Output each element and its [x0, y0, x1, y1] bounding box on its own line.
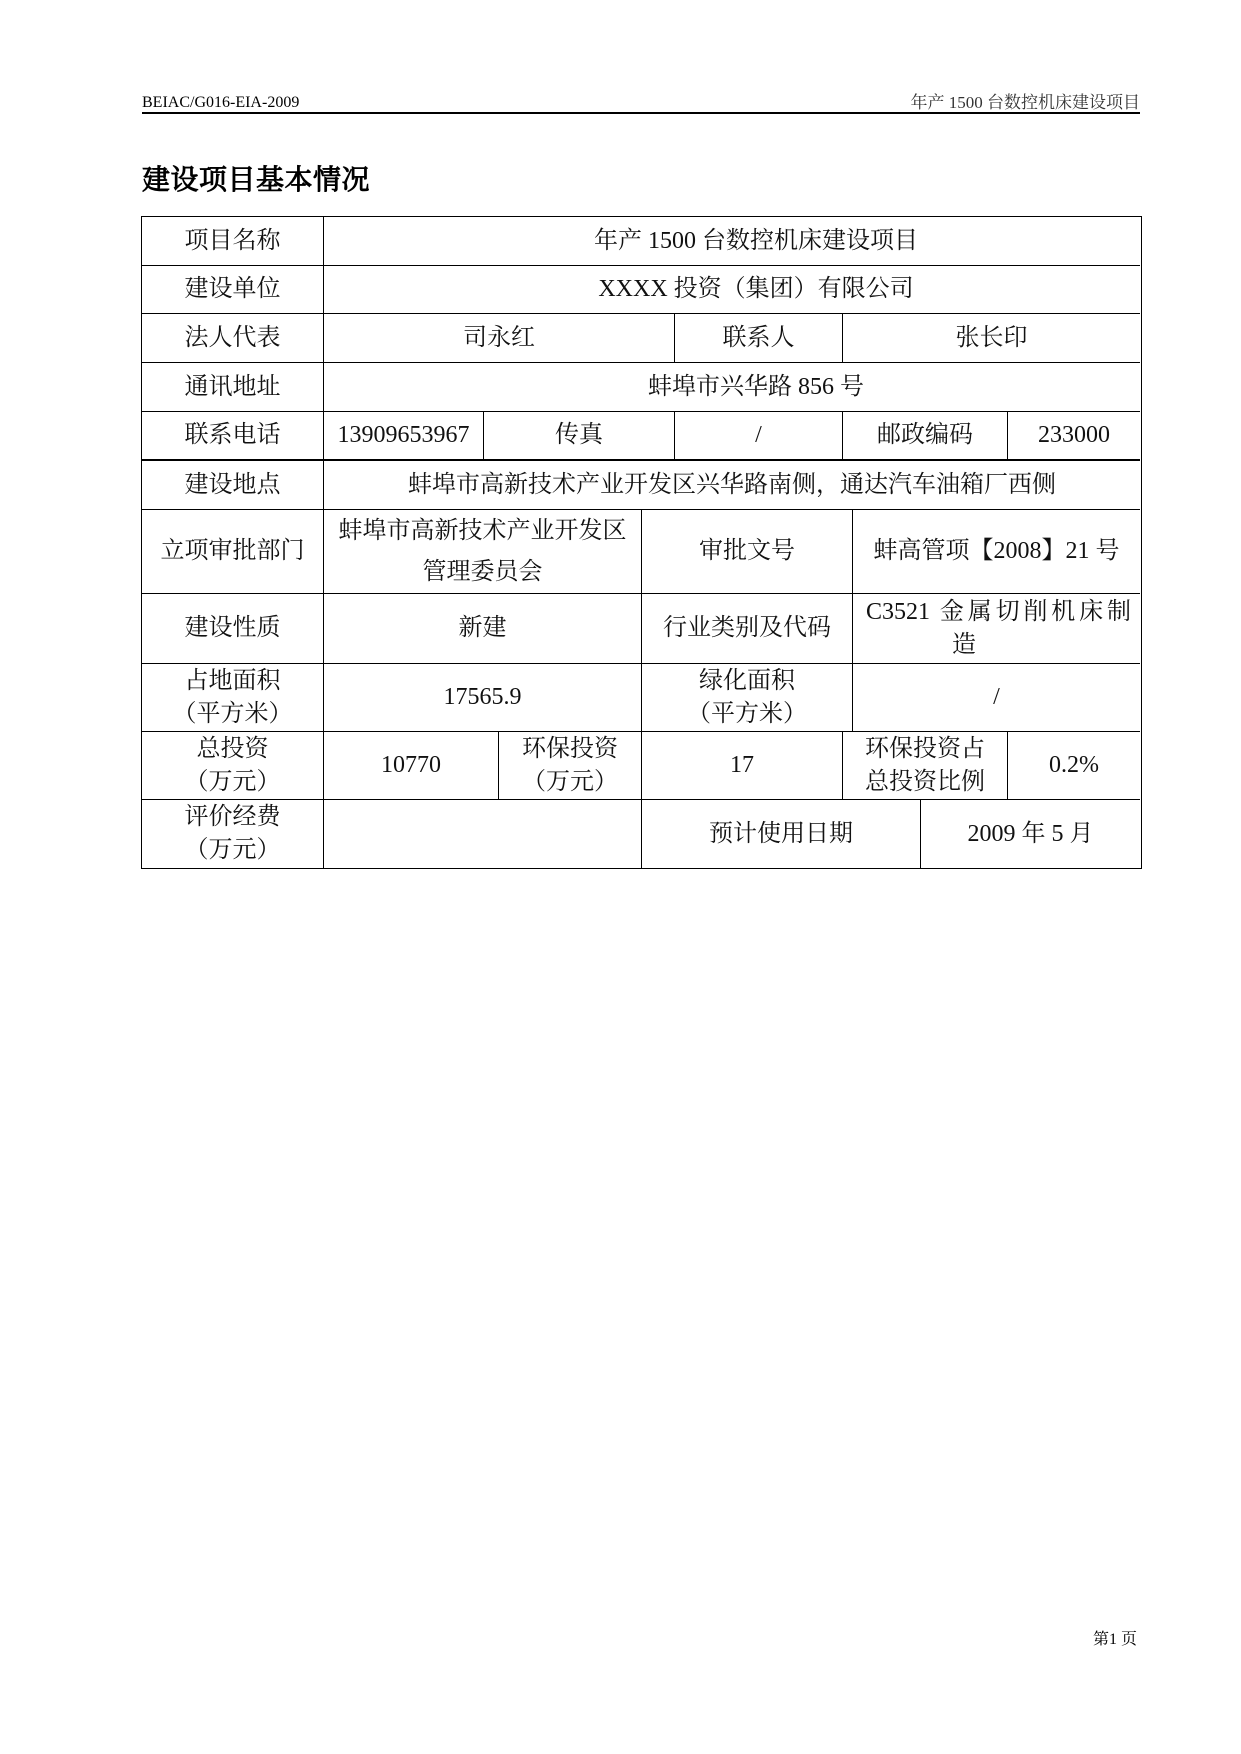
expected-use-date-label: 预计使用日期 — [642, 800, 921, 868]
postal-code-value: 233000 — [1008, 412, 1140, 461]
total-investment-label-line: 总投资 — [196, 735, 269, 762]
construction-unit-value: XXXX 投资（集团）有限公司 — [324, 266, 1140, 314]
approval-number-label: 审批文号 — [642, 510, 853, 594]
env-investment-ratio-label-line: 环保投资占 — [865, 735, 985, 762]
env-investment-ratio-label — [843, 732, 1008, 800]
project-info-table — [141, 216, 1142, 869]
env-investment-label-line: 环保投资 — [522, 735, 618, 762]
construction-nature-label: 建设性质 — [142, 594, 324, 664]
contact-person-label: 联系人 — [675, 314, 843, 363]
evaluation-fee-label — [142, 800, 324, 868]
industry-category-line: C3521 金属切削机床制 — [866, 598, 1131, 625]
industry-category-label: 行业类别及代码 — [642, 594, 853, 664]
table-row — [142, 510, 1140, 594]
page-number: 第1 页 — [1092, 1631, 1137, 1648]
approval-number-value: 蚌高管项【2008】21 号 — [853, 510, 1140, 594]
evaluation-fee-value — [324, 800, 642, 868]
table-row — [142, 461, 1140, 510]
land-area-label-line: 占地面积 — [184, 667, 281, 694]
mailing-address-value: 蚌埠市兴华路 856 号 — [324, 363, 1140, 412]
table-row — [142, 412, 1140, 461]
fax-value: / — [675, 412, 843, 461]
total-investment-label-line: （万元） — [184, 768, 281, 795]
table-row — [142, 800, 1140, 868]
table-row — [142, 664, 1140, 732]
approval-department-line: 蚌埠市高新技术产业开发区 — [338, 517, 627, 544]
green-area-label — [642, 664, 853, 732]
table-row — [142, 217, 1140, 266]
header-doc-code: BEIAC/G016-EIA-2009 — [142, 94, 300, 111]
site-value: 蚌埠市高新技术产业开发区兴华路南侧，通达汽车油箱厂西侧 — [324, 461, 1140, 510]
table-row — [142, 363, 1140, 412]
industry-category-line: 造 — [952, 631, 976, 658]
land-area-value: 17565.9 — [324, 664, 642, 732]
green-area-label-line: 绿化面积 — [699, 667, 795, 694]
mailing-address-label: 通讯地址 — [142, 363, 324, 412]
page-title: 建设项目基本情况 — [142, 165, 371, 196]
env-investment-ratio-value: 0.2% — [1008, 732, 1140, 800]
table-row — [142, 314, 1140, 363]
approval-department-label: 立项审批部门 — [142, 510, 324, 594]
approval-department-value — [324, 510, 642, 594]
project-name-value: 年产 1500 台数控机床建设项目 — [324, 217, 1140, 266]
land-area-label — [142, 664, 324, 732]
fax-label: 传真 — [484, 412, 675, 461]
table-row — [142, 266, 1140, 314]
evaluation-fee-label-line: 评价经费 — [184, 804, 281, 830]
land-area-label-line: （平方米） — [172, 700, 293, 727]
header-rule — [142, 112, 1140, 114]
total-investment-label — [142, 732, 324, 800]
site-label: 建设地点 — [142, 461, 324, 510]
green-area-label-line: （平方米） — [687, 700, 807, 727]
contact-person-value: 张长印 — [843, 314, 1140, 363]
legal-representative-label: 法人代表 — [142, 314, 324, 363]
approval-department-line: 管理委员会 — [422, 558, 543, 585]
total-investment-value: 10770 — [324, 732, 499, 800]
phone-value: 13909653967 — [324, 412, 484, 461]
header-project-name: 年产 1500 台数控机床建设项目 — [910, 93, 1140, 112]
phone-label: 联系电话 — [142, 412, 324, 461]
expected-use-date-value: 2009 年 5 月 — [967, 820, 1094, 847]
construction-nature-value: 新建 — [324, 594, 642, 664]
env-investment-ratio-label-line: 总投资比例 — [865, 768, 985, 795]
green-area-value: / — [853, 664, 1140, 732]
env-investment-value: 17 — [642, 732, 843, 800]
table-row — [142, 594, 1140, 664]
construction-unit-label: 建设单位 — [142, 266, 324, 314]
table-row — [142, 732, 1140, 800]
industry-category-value — [853, 594, 1140, 664]
project-name-label: 项目名称 — [142, 217, 324, 266]
postal-code-label: 邮政编码 — [843, 412, 1008, 461]
legal-representative-value: 司永红 — [324, 314, 675, 363]
env-investment-label-line: （万元） — [522, 768, 618, 795]
env-investment-label — [499, 732, 642, 800]
evaluation-fee-label-line: （万元） — [184, 837, 281, 863]
